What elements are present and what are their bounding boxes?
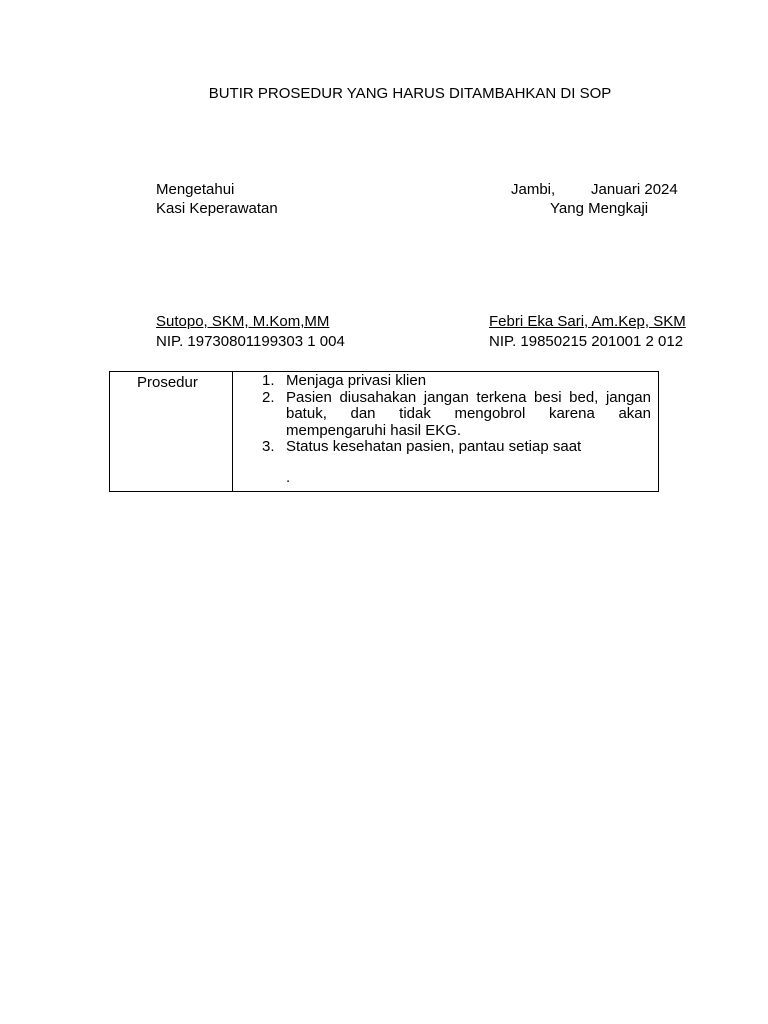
- step-number: 2.: [262, 388, 275, 406]
- left-signer-nip: NIP. 19730801199303 1 004: [156, 333, 345, 350]
- step-text: Pasien diusahakan jangan terkena besi bed, jangan batuk, dan tidak mengobrol karena akan mempengaruhi hasil EKG.: [286, 388, 651, 439]
- step-text: Status kesehatan pasien, pantau setiap saat: [286, 438, 582, 455]
- trailing-text: .: [286, 468, 291, 486]
- procedure-steps-cell: [233, 372, 659, 492]
- right-signer-name: Febri Eka Sari, Am.Kep, SKM: [489, 313, 686, 330]
- left-signer-name: Sutopo, SKM, M.Kom,MM: [156, 313, 330, 330]
- signing-place: Jambi,: [511, 181, 556, 198]
- procedure-table: [109, 371, 659, 492]
- document-title: BUTIR PROSEDUR YANG HARUS DITAMBAHKAN DI SOP: [208, 85, 612, 102]
- step-number: 1.: [262, 372, 275, 389]
- step-text: Menjaga privasi klien: [286, 372, 427, 389]
- list-item: [233, 390, 651, 440]
- procedure-steps-list: [233, 373, 651, 456]
- list-item: [233, 439, 651, 456]
- signing-date: Januari 2024: [591, 181, 678, 198]
- acknowledge-label: Mengetahui: [156, 181, 235, 198]
- step-number: 3.: [262, 438, 275, 455]
- list-item: [233, 373, 651, 390]
- procedure-label-cell: [110, 372, 233, 492]
- table-row: [110, 372, 659, 492]
- right-signer-nip: NIP. 19850215 201001 2 012: [489, 333, 684, 350]
- procedure-label: Prosedur: [137, 374, 198, 391]
- right-signer-role: Yang Mengkaji: [550, 200, 649, 217]
- left-signer-role: Kasi Keperawatan: [156, 200, 278, 217]
